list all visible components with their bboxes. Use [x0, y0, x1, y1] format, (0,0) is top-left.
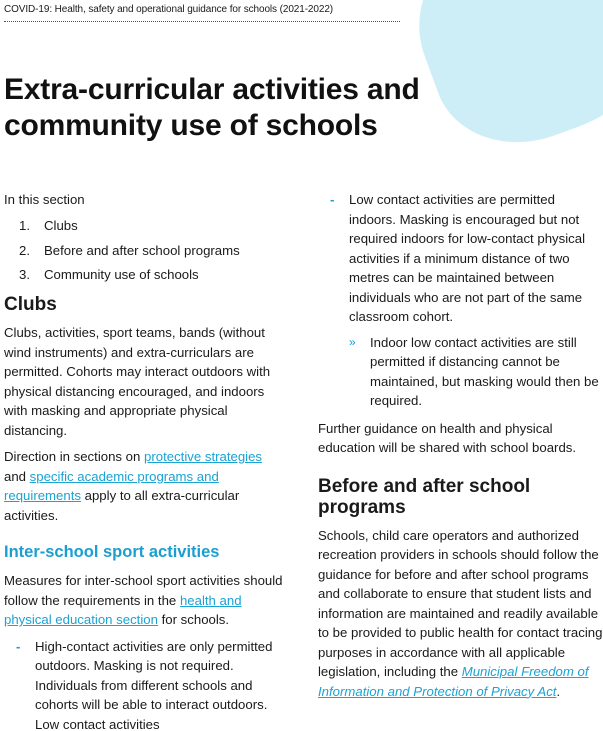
list-item [4, 637, 286, 731]
mfippa-link[interactable]: Municipal Freedom of Information and Protection of Privacy Act [318, 664, 589, 699]
toc-number: 1. [19, 218, 30, 233]
sub-bullet-text: Indoor low contact activities are still permitted if distancing cannot be maintained, but masking would then be required. [370, 334, 599, 408]
academic-programs-link[interactable]: specific academic programs and requirements [4, 468, 219, 503]
protective-strategies-link[interactable]: protective strategies [144, 449, 263, 464]
toc-label: Before and after school programs [44, 242, 240, 258]
dash-bullet-icon: - [16, 638, 21, 654]
toc-number: 3. [19, 267, 30, 282]
text-span: Schools, child care operators and authorized recreation providers in schools should follow the guidance for before and after school programs and collaborate to ensure that student lists and information are maintained and readily available to be provided to public health for contact tracing purposes in accordance with all applicable legislation, including the [318, 527, 603, 679]
running-header: COVID-19: Health, safety and operational guidance for schools (2021-2022) [4, 4, 400, 22]
inter-school-intro [4, 571, 286, 630]
page-title: Extra-curricular activities and community use of schools [4, 73, 420, 142]
health-pe-section-link[interactable]: health and physical education section [4, 592, 242, 627]
inter-school-heading: Inter-school sport activities [4, 543, 220, 561]
double-chevron-icon: » [349, 334, 356, 349]
text-span: . [556, 683, 561, 699]
text-span: Direction in sections on [4, 449, 145, 464]
toc-item-before-after[interactable] [4, 238, 286, 263]
list-item [318, 190, 603, 327]
toc-item-community-use[interactable] [4, 263, 286, 288]
toc-list [4, 214, 286, 288]
text-span: apply to all extra-curricular activities. [4, 488, 240, 523]
toc-number: 2. [19, 242, 30, 258]
bullet-text: Low contact activities are permitted indoors. Masking is encouraged but not required indoors for low-contact physical activities if a minimum distance of two metres can be maintained between individuals who are not part of the same classroom cohort. [349, 192, 586, 324]
toc-label: Clubs [44, 218, 78, 233]
bullet-text: High-contact activities are only permitted outdoors. Masking is not required. Individuals from different schools and cohorts will be able to interact outdoors. Low contact activities [35, 638, 273, 731]
left-column [4, 190, 286, 731]
clubs-direction-paragraph [4, 447, 286, 525]
toc-label: Community use of schools [44, 267, 199, 282]
before-after-heading: Before and after school programs [318, 475, 531, 518]
text-span: for schools. [157, 612, 230, 627]
clubs-paragraph: Clubs, activities, sport teams, bands (without wind instruments) and extra-curriculars are permitted. Cohorts may interact outdoors with physical distancing encouraged, and indoors with masking and appropriate physical distancing. [4, 325, 271, 438]
text-span: Measures for inter-school sport activities should follow the requirements in the [4, 573, 283, 608]
before-after-paragraph [318, 526, 603, 702]
dash-bullet-icon: - [330, 192, 335, 207]
toc-intro: In this section [4, 192, 85, 207]
further-guidance-paragraph: Further guidance on health and physical education will be shared with school boards. [318, 420, 577, 455]
list-item [318, 333, 603, 411]
toc-item-clubs[interactable] [4, 214, 286, 239]
clubs-heading: Clubs [4, 294, 57, 315]
text-span: and [4, 468, 30, 484]
right-column [318, 190, 603, 708]
